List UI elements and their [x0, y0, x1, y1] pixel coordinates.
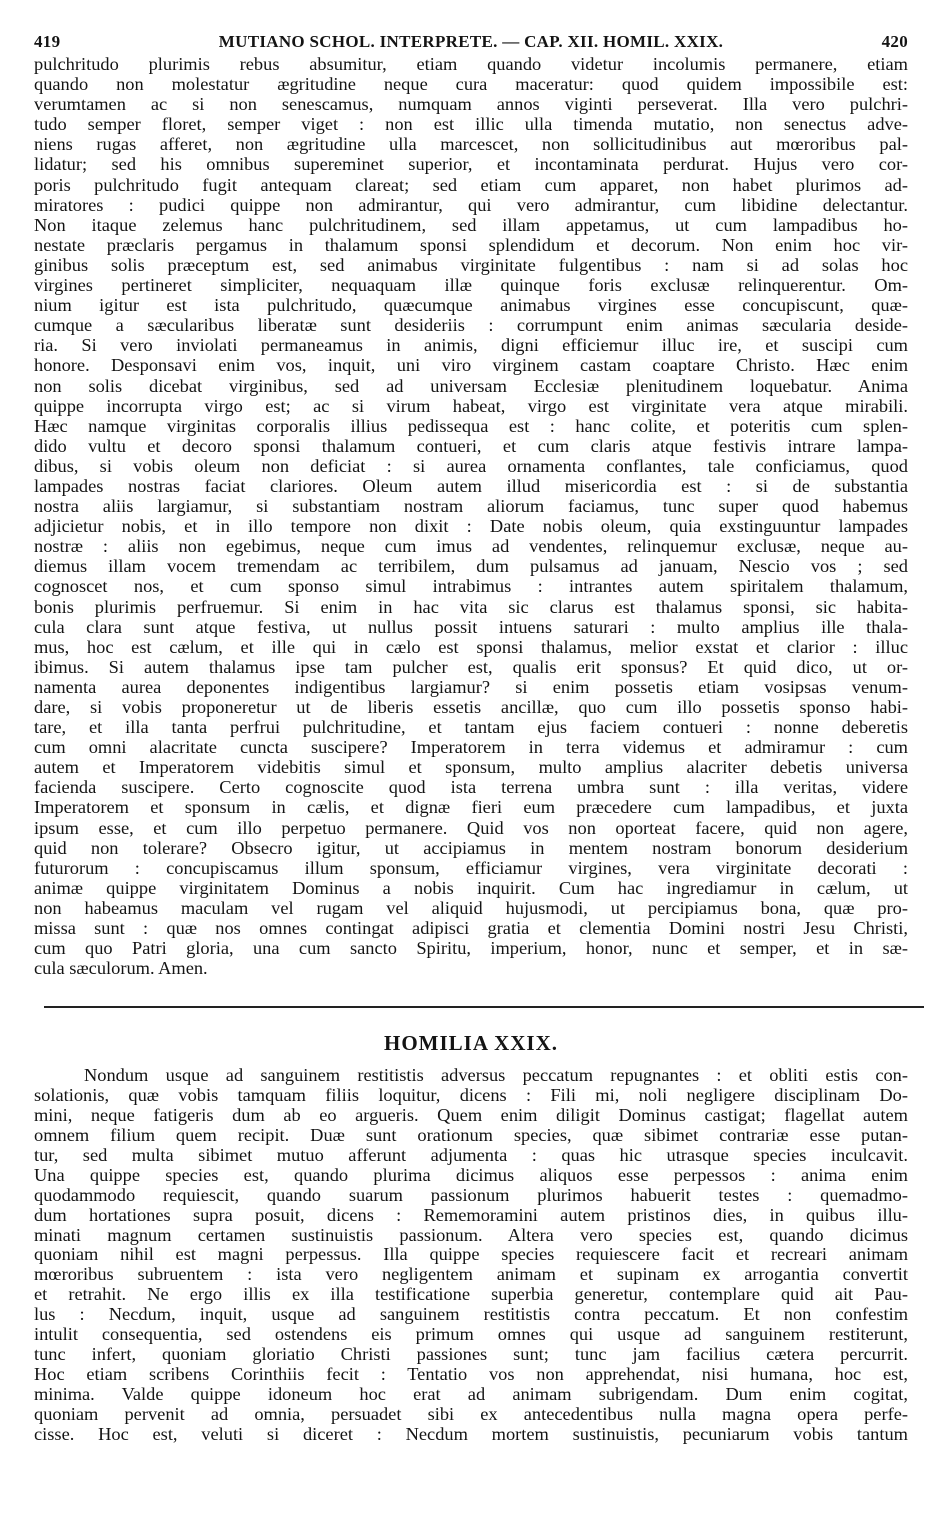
- text-line: facienda suscipere. Certo cognoscite quod ista terrena umbra sunt : illa veritas, videre: [34, 777, 908, 798]
- text-line: ginibus solis præceptum est, sed animabus virginitate fulgentibus : nam si ad solas hoc: [34, 254, 908, 275]
- text-line: Hoc etiam scribens Corinthiis fecit : Tentatio vos non apprehendat, nisi humana, hoc est,: [34, 1364, 908, 1384]
- text-line: nium igitur est ista pulchritudo, quæcumque animabus virgines esse concupiscunt, quæ-: [34, 295, 908, 316]
- text-line: honore. Desponsavi enim vos, inquit, uni viro virginem castam coaptare Christo. Hæc enim: [34, 355, 908, 376]
- running-head: [34, 30, 908, 54]
- text-line: pulchritudo plurimis rebus absumitur, etiam quando videtur incolumis permanere, etiam: [34, 54, 908, 74]
- text-line: nostræ : aliis non egebimus, neque cum imus ad vendentes, relinquemur exclusæ, neque au-: [34, 536, 908, 557]
- text-line: intulit consequentia, sed ostendens eis primum omnes qui usque ad sanguinem restiterunt,: [34, 1325, 908, 1345]
- text-line: quando non molestatur ægritudine neque cura maceratur: quod quidem impossibile est:: [34, 74, 908, 95]
- text-line: verumtamen ac si non senescamus, numquam annos viginti perseverat. Illa vero pulchri-: [34, 94, 908, 115]
- text-line: mini, neque fatigeris dum ab eo argueris. Quem enim diligit Dominus castigat; flagellat autem: [34, 1106, 908, 1126]
- text-line: Nondum usque ad sanguinem restitistis adversus peccatum repugnantes : et obliti estis con-: [84, 1066, 908, 1086]
- text-line: dido vultu et decoro sponsi thalamum contueri, et cum claris atque festivis intrare lampa-: [34, 435, 908, 456]
- homily-title: HOMILIA XXIX.: [383, 1031, 559, 1056]
- text-line: Non itaque zelemus hanc pulchritudinem, sed illam appetamus, ut cum lampadibus ho-: [34, 214, 908, 235]
- text-line: nestate præclaris pergamus in thalamum sponsi splendidum et decorum. Non enim hoc vir-: [34, 234, 908, 255]
- text-line: minima. Valde quippe idoneum hoc erat ad animam subrigendam. Dum enim cogitat,: [34, 1384, 908, 1404]
- text-line: dare, si vobis proponeretur ut de liberis essetis ancillæ, quo cum illo possetis sponso habi-: [34, 697, 908, 717]
- text-line: niens rugas afferet, non ægritudine ulla marcescet, non sollicitudinibus aut mœroribus pal-: [34, 134, 908, 155]
- homily-text: [34, 1066, 908, 1444]
- text-line: virgines pertineret simpliciter, nequaquam illæ quinque foris exclusæ relinquerentur. Om-: [34, 275, 908, 296]
- text-line: lidatur; sed his omnibus supereminet superior, et incontaminata perdurat. Hujus vero cor-: [34, 154, 908, 175]
- text-line: bonis plurimis perfruemur. Si enim in hac vita sic clarus est thalamus sponsi, sic habita-: [34, 596, 908, 617]
- text-line: cognoscet nos, et cum sponso simul intrabimus : intrantes autem spiritalem thalamum,: [34, 576, 908, 597]
- text-line: solationis, quæ vobis tamquam filiis loquitur, dicens : Fili mi, noli negligere disciplinam Do-: [34, 1086, 908, 1106]
- text-line: poris pulchritudo fugit antequam clareat; sed etiam cum apparet, non habet plurimos ad-: [34, 174, 908, 195]
- text-line: non habeamus maculam vel rugam vel aliquid hujusmodi, ut percipiamus bona, quæ pro-: [34, 897, 908, 918]
- text-line: cum omni alacritate cuncta suscipere? Imperatorem in terra videmus et admiramur : cum: [34, 737, 908, 758]
- text-line: quodammodo requiescit, quando suarum passionum plurimos habuerit testes : quemadmo-: [34, 1185, 908, 1205]
- text-line: quippe incorrupta virgo est; ac si virum habeat, virgo est virginitate vera atque mirabili.: [34, 395, 908, 416]
- text-line: tudo semper floret, semper viget : non est illic ulla timenda mutatio, non senectus adve-: [34, 114, 908, 135]
- text-line: dibus, si vobis oleum non deficiat : si aurea ornamenta conflantes, tale conficiamus, quod: [34, 455, 908, 476]
- text-line: nostra aliis largiamur, si substantiam nostram aliorum faciamus, tunc super quod habemus: [34, 496, 908, 517]
- text-line: cula clara sunt atque festiva, ut nullus possit intuens saturari : multo amplius ille thala-: [34, 616, 908, 637]
- text-line: diemus illam vocem tremendam ac terribilem, dum pulsamus ad januam, Nescio vos ; sed: [34, 556, 908, 577]
- text-line: lus : Necdum, inquit, usque ad sanguinem restitistis contra peccatum. Et non confestim: [34, 1305, 908, 1325]
- text-line: miratores : pudici quippe non admirantur, qui vero admirantur, cum libidine delectantur.: [34, 194, 908, 215]
- text-line: ibimus. Si autem thalamus ipse tam pulcher est, qualis erit sponsus? Et quid dico, ut or-: [34, 656, 908, 677]
- running-title: MUTIANO SCHOL. INTERPRETE. — CAP. XII. HOMIL. XXIX.: [218, 32, 724, 51]
- right-page-number: 420: [881, 32, 908, 51]
- text-line: mœroribus subruentem : ista vero negligentem animam et supinam ex arrogantia convertit: [34, 1265, 908, 1285]
- text-line: lampades nostras faciat clariores. Oleum autem illud misericordia est : si de substantia: [34, 475, 908, 496]
- text-line: et retrahit. Ne ergo illis ex illa testificatione superbia generetur, contemplare quid ait Pau-: [34, 1285, 908, 1305]
- text-line: Una quippe species est, quando plurima dicimus aliquos esse perpessos : anima enim: [34, 1165, 908, 1185]
- text-line: non solis dicebat virginibus, sed ad universam Ecclesiæ plenitudinem loquebatur. Anima: [34, 375, 908, 396]
- text-line: Imperatorem et sponsum in cælis, et dignæ fieri eum præcedere cum lampadibus, et juxta: [34, 797, 908, 818]
- text-line: quid non tolerare? Obsecro igitur, ut accipiamus in mentem nostram bonorum desiderium: [34, 837, 908, 858]
- text-line: namenta aurea deponentes indigentibus largiamur? si enim possetis etiam vosipsas venum-: [34, 676, 908, 697]
- text-line: cum quo Patri gloria, una cum sancto Spiritu, imperium, honor, nunc et semper, et in sæ-: [34, 938, 908, 959]
- text-line: Hæc namque virginitas corporalis illius pedissequa est : hanc colite, et poteritis cum splen-: [34, 415, 908, 436]
- text-line: animæ quippe virginitatem Dominus a nobis inquirit. Cum hac ingrediamur in cælum, ut: [34, 877, 908, 898]
- text-line: mus, hoc est cælum, et ille qui in cælo est sponsi thalamus, melior exstat et clarior : illuc: [34, 636, 908, 657]
- left-page-number: 419: [34, 32, 61, 51]
- section-divider: [44, 1006, 924, 1008]
- text-line: dum hortationes supra posuit, dicens : Rememoramini autem pristinos dies, in quibus illu-: [34, 1205, 908, 1225]
- text-line: tare, et illa tanta perfrui pulchritudine, et tantam ejus faciem contueri : nonne deberetis: [34, 717, 908, 738]
- text-line: cumque a sæcularibus liberatæ sunt desideriis : corrumpunt enim animas sæcularia deside-: [34, 315, 908, 336]
- text-line: ria. Si vero inviolati permaneamus in animis, digni efficiemur illuc ire, et suscipi cum: [34, 335, 908, 356]
- text-line: omnem filium quem recipit. Duæ sunt orationum species, quæ sibimet contrariæ esse putan-: [34, 1126, 908, 1146]
- text-line: tunc infert, quoniam gloriatio Christi passiones sunt; tunc jam facilius cætera percurrit.: [34, 1345, 908, 1364]
- text-line: quoniam pervenit ad omnia, persuadet sibi ex antecedentibus nulla magna opera perfe-: [34, 1404, 908, 1424]
- section-text: [34, 54, 908, 978]
- text-line: cisse. Hoc est, veluti si diceret : Necdum mortem sustinuistis, pecuniarum vobis tantum: [34, 1424, 908, 1444]
- text-line: adjicietur nobis, et in illo tempore non dixit : Date nobis oleum, quia exstinguuntur lampades: [34, 516, 908, 537]
- text-line: missa sunt : quæ nos omnes contingat adipisci gratia et clementia Domini nostri Jesu Christi,: [34, 918, 908, 939]
- text-line: quoniam nihil est magni perpessus. Illa quippe species requiescere facit et recreari animam: [34, 1245, 908, 1265]
- text-line: cula sæculorum. Amen.: [34, 958, 208, 979]
- text-line: ipsum esse, et cum illo perpetuo permanere. Quid vos non oporteat facere, quid non agere,: [34, 817, 908, 838]
- text-line: tur, sed multa sibimet mutuo afferunt adjumenta : quas hic utrasque species inculcavit.: [34, 1145, 908, 1165]
- text-line: minati magnum certamen sustinuistis passionum. Altera vero species est, quando dicimus: [34, 1225, 908, 1245]
- text-line: autem et Imperatorem videbitis simul et sponsum, multo amplius alacriter debetis universa: [34, 757, 908, 778]
- text-line: futurorum : concupiscamus illum sponsum, efficiamur virgines, vera virginitate decorati :: [34, 857, 908, 878]
